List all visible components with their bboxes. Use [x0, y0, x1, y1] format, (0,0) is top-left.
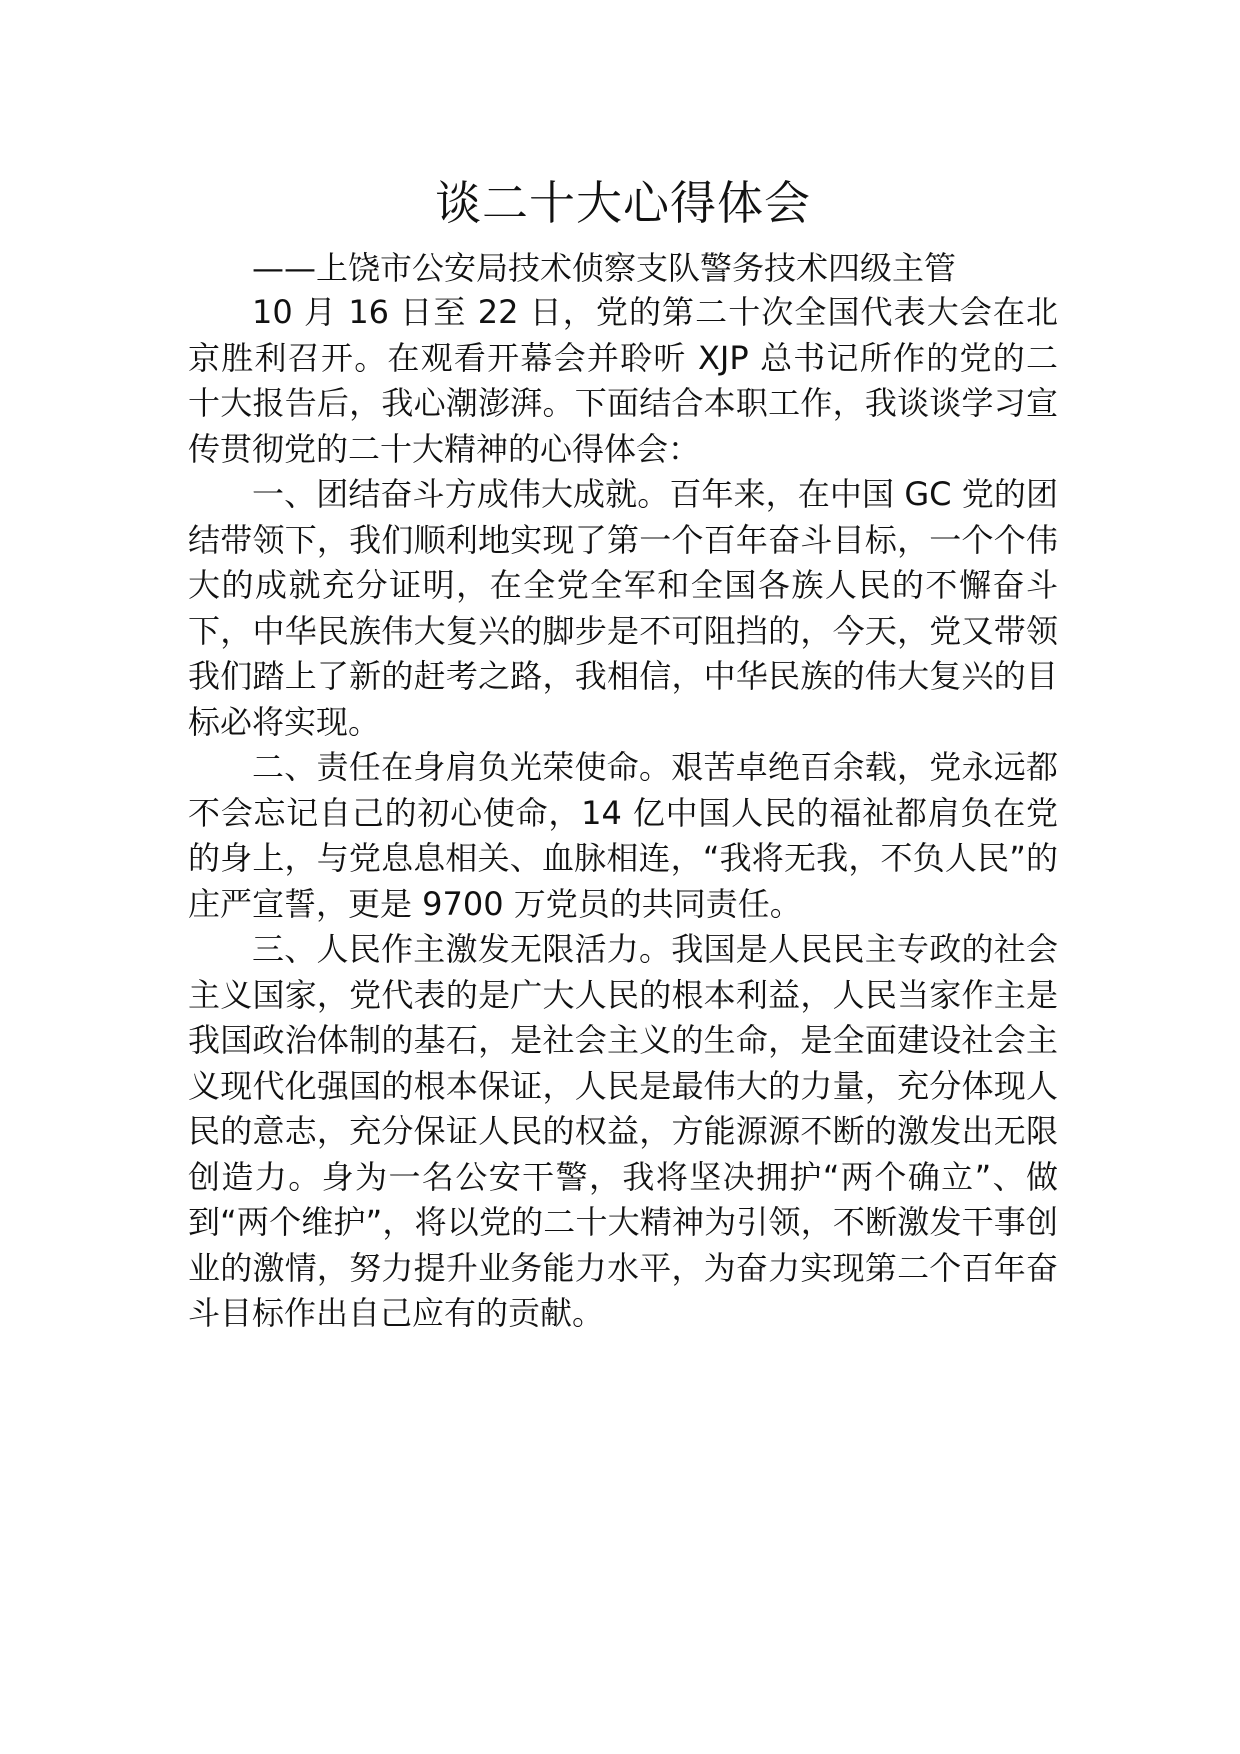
paragraph-intro: 10 月 16 日至 22 日，党的第二十次全国代表大会在北京胜利召开。在观看开幕会并聆听 XJP 总书记所作的党的二十大报告后，我心潮澎湃。下面结合本职工作，我谈谈学习宣传贯彻党的二十大精神的心得体会： [188, 293, 1058, 468]
document-page [188, 168, 1058, 1337]
paragraph-point-two: 二、责任在身肩负光荣使命。艰苦卓绝百余载，党永远都不会忘记自己的初心使命，14 亿中国人民的福祉都肩负在党的身上，与党息息相关、血脉相连，“我将无我，不负人民”的庄严宣誓，更是 9700 万党员的共同责任。 [188, 748, 1058, 923]
document-subtitle: ——上饶市公安局技术侦察支队警务技术四级主管 [252, 249, 957, 287]
document-title: 谈二十大心得体会 [435, 176, 811, 230]
paragraph-point-one: 一、团结奋斗方成伟大成就。百年来，在中国 GC 党的团结带领下，我们顺利地实现了第一个百年奋斗目标，一个个伟大的成就充分证明，在全党全军和全国各族人民的不懈奋斗下，中华民族伟大复兴的脚步是不可阻挡的，今天，党又带领我们踏上了新的赶考之路，我相信，中华民族的伟大复兴的目标必将实现。 [188, 475, 1058, 741]
paragraph-point-three: 三、人民作主激发无限活力。我国是人民民主专政的社会主义国家，党代表的是广大人民的根本利益，人民当家作主是我国政治体制的基石，是社会主义的生命，是全面建设社会主义现代化强国的根本保证，人民是最伟大的力量，充分体现人民的意志，充分保证人民的权益，方能源源不断的激发出无限创造力。身为一名公安干警，我将坚决拥护“两个确立”、做到“两个维护”，将以党的二十大精神为引领，不断激发干事创业的激情，努力提升业务能力水平，为奋力实现第二个百年奋斗目标作出自己应有的贡献。 [188, 930, 1058, 1332]
